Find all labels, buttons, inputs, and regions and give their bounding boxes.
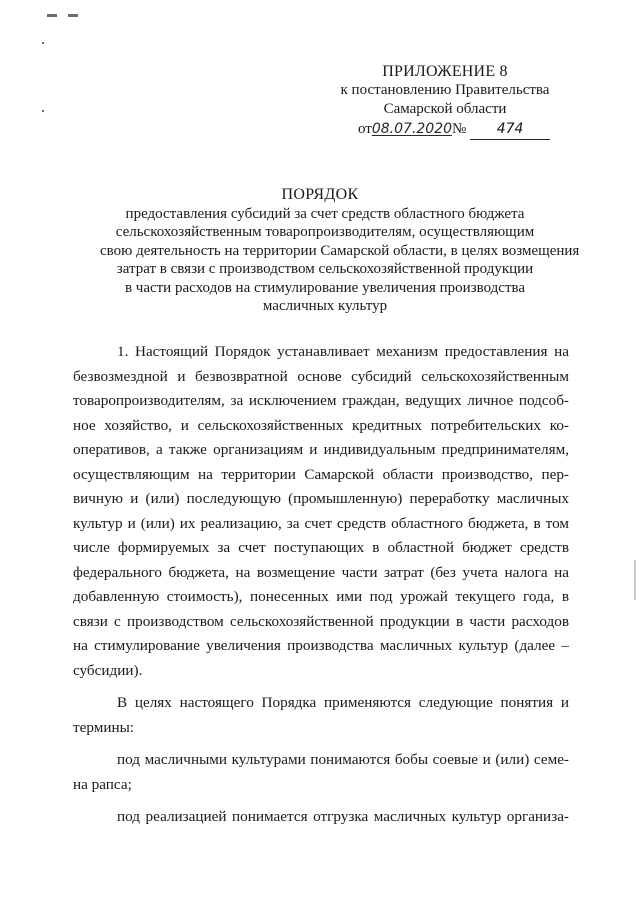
body-line: на рапса; <box>73 775 132 793</box>
subtitle-line: предоставления субсидий за счет средств областного бюджета <box>125 206 525 222</box>
body-line: термины: <box>73 718 135 736</box>
appendix-decree-line: к постановлению Правительства <box>340 82 550 98</box>
number-prefix: № <box>452 121 467 137</box>
body-line: под масличными культурами понимаются бобы соевые и (или) семе- <box>117 751 569 768</box>
subtitle-line: затрат в связи с производством сельскохозяйственной продукции <box>116 261 534 278</box>
handwritten-date: 08.07.2020 <box>371 121 453 137</box>
appendix-title: ПРИЛОЖЕНИЕ 8 <box>382 63 508 80</box>
date-prefix: от <box>358 121 372 137</box>
appendix-region-line: Самарской области <box>383 101 507 117</box>
appendix-header <box>300 62 590 140</box>
document-title: ПОРЯДОК <box>281 186 359 203</box>
scan-artifact-dot <box>42 42 44 44</box>
body-line: ное хозяйство, и сельскохозяйственных кредитных потребительских ко- <box>73 416 569 434</box>
subtitle-line: сельскохозяйственным товаропроизводителям, осуществляющим <box>115 224 535 241</box>
document-subtitle <box>100 205 580 315</box>
body-line: связи с производством сельскохозяйственной продукции в части расходов <box>73 612 569 630</box>
body-line: товаропроизводителям, за исключением граждан, ведущих личное подсоб- <box>73 392 569 409</box>
body-line: культур и (или) их реализацию, за счет средств областного бюджета, в том <box>73 514 569 532</box>
body-line: осуществляющим на территории Самарской области производство, пер- <box>73 465 569 483</box>
paragraph-gap <box>73 740 569 748</box>
body-line: под реализацией понимается отгрузка масличных культур организа- <box>117 808 569 825</box>
body-line: субсидии). <box>73 661 143 679</box>
body-line: безвозмездной и безвозвратной основе субсидий сельскохозяйственным <box>73 367 569 385</box>
scan-artifact-mark <box>68 14 78 17</box>
body-line: на стимулирование увеличения производства масличных культур (далее – <box>73 637 569 654</box>
body-line: числе формируемых за счет поступающих в областной бюджет средств <box>73 539 569 556</box>
body-line: оперативов, а также организациям и индивидуальным предпринимателям, <box>73 441 569 458</box>
document-body <box>73 340 569 830</box>
body-line: 1. Настоящий Порядок устанавливает механизм предоставления на <box>117 343 569 360</box>
body-line: федерального бюджета, на возмещение части затрат (без учета налога на <box>73 563 569 581</box>
body-line: В целях настоящего Порядка применяются следующие понятия и <box>117 694 569 711</box>
appendix-date-number-line <box>300 120 590 140</box>
scan-artifact-edge <box>634 560 636 600</box>
subtitle-line: свою деятельность на территории Самарской области, в целях возмещения <box>100 242 580 259</box>
handwritten-number: 474 <box>470 120 550 140</box>
body-line: вичную и (или) последующую (промышленную) переработку масличных <box>73 490 569 507</box>
scan-artifact-dot <box>42 110 44 112</box>
scan-artifact-mark <box>47 14 57 17</box>
subtitle-line: масличных культур <box>262 298 388 315</box>
paragraph-gap <box>73 797 569 805</box>
paragraph-gap <box>73 683 569 691</box>
subtitle-line: в части расходов на стимулирование увеличения производства <box>124 279 526 296</box>
body-line: добавленную стоимость), понесенных ими под урожай текущего года, в <box>73 588 569 605</box>
